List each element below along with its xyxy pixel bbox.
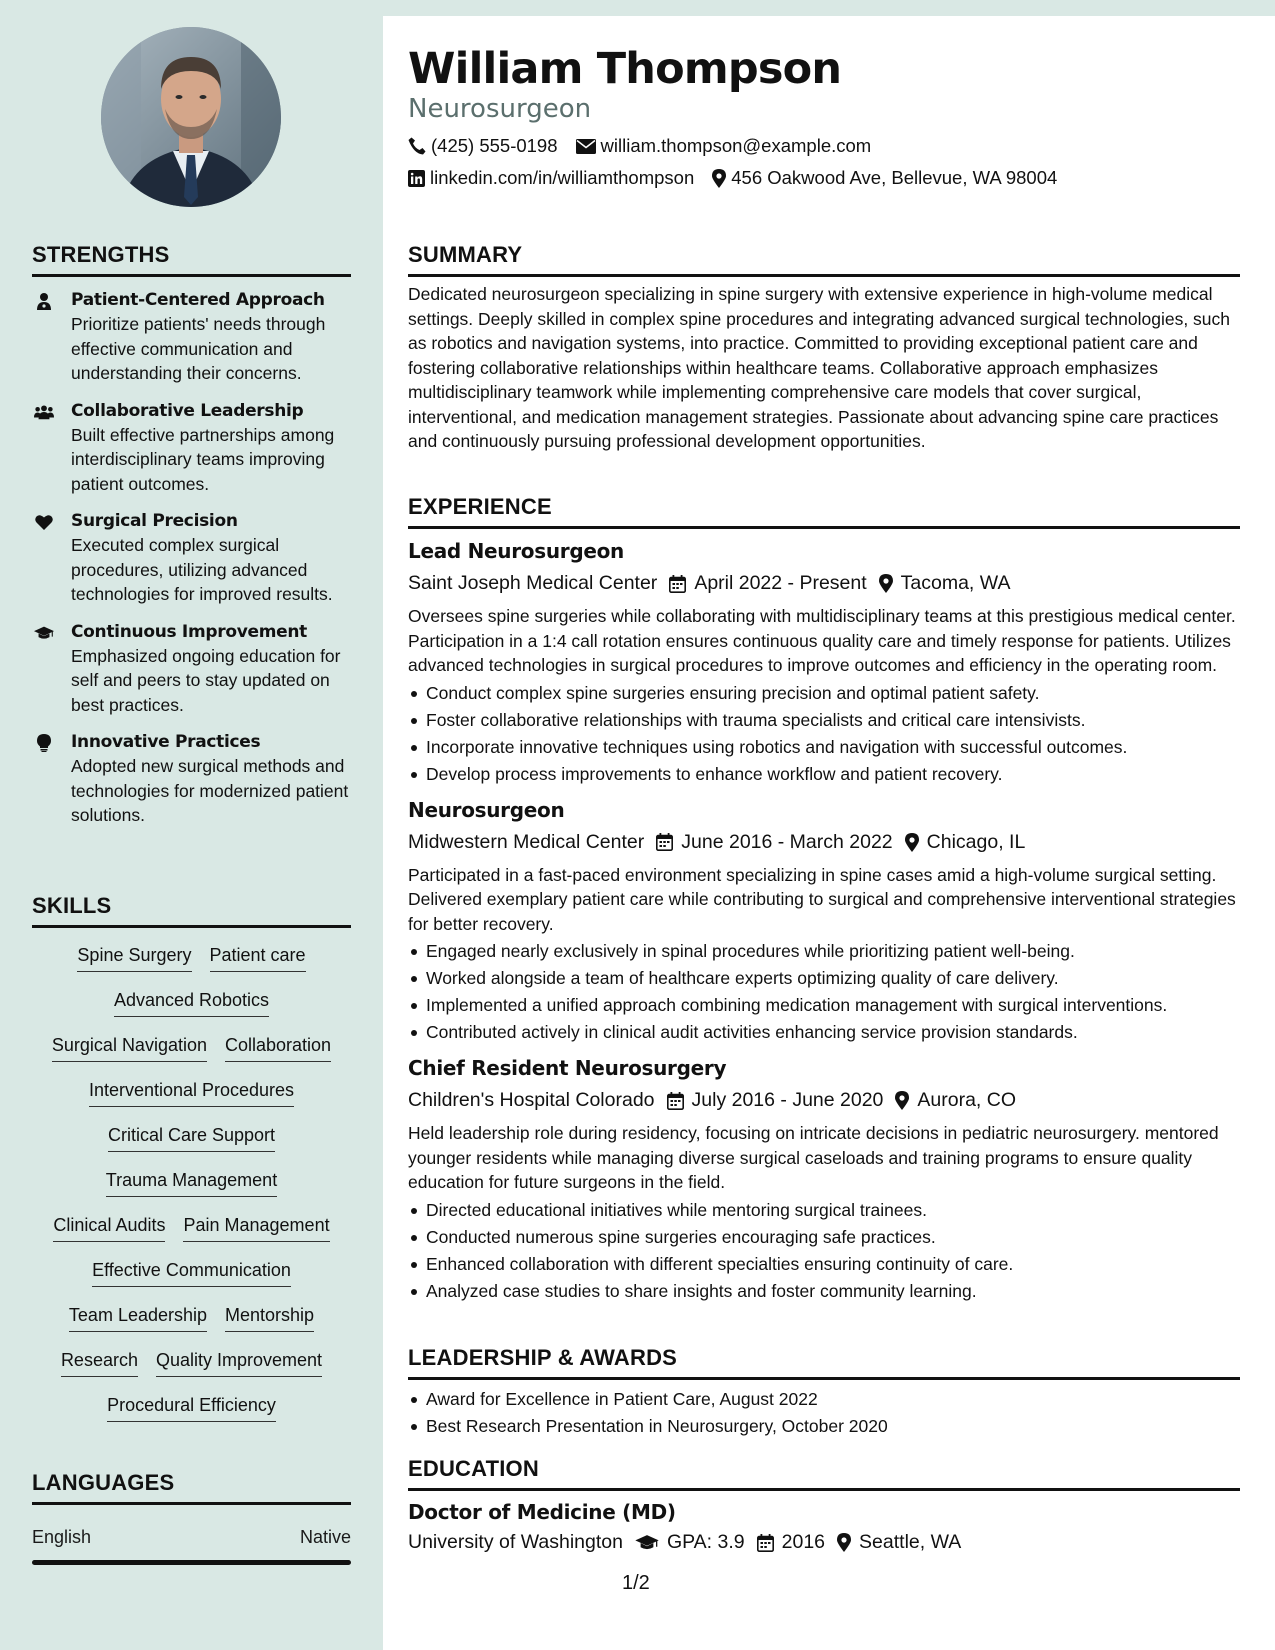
job-title: Lead Neurosurgeon: [408, 539, 624, 563]
list-item: Conducted numerous spine surgeries encouraging safe practices.: [408, 1224, 1240, 1251]
list-item: Best Research Presentation in Neurosurgery, October 2020: [408, 1413, 1240, 1440]
contact-linkedin[interactable]: [408, 167, 694, 189]
strength-desc: Emphasized ongoing education for self and peers to stay updated on best practices.: [71, 645, 341, 715]
skill-tag: Spine Surgery: [77, 944, 191, 972]
degree-title: Doctor of Medicine (MD): [408, 1500, 676, 1524]
job-entry: [408, 798, 1240, 1047]
skill-tag: Trauma Management: [106, 1169, 277, 1197]
education-meta: [408, 1531, 1240, 1554]
experience-section: [408, 494, 1240, 1305]
skill-tag: Pain Management: [183, 1214, 329, 1242]
education-section: [408, 1456, 1240, 1554]
list-item: Implemented a unified approach combining medication management with surgical interventions.: [408, 992, 1240, 1019]
skills-list: [32, 944, 351, 1439]
strength-title: Patient-Centered Approach: [71, 290, 325, 310]
skills-section: [32, 893, 351, 1439]
job-title: Neurosurgeon: [408, 797, 565, 822]
job-bullets: [408, 938, 1240, 1046]
job-bullets: [408, 680, 1240, 788]
strength-title: Continuous Improvement: [71, 621, 307, 642]
skills-title: SKILLS: [32, 893, 351, 928]
contact-phone: [408, 135, 558, 157]
language-level: Native: [299, 1527, 351, 1547]
map-marker-icon: [905, 833, 919, 852]
job-description: Held leadership role during residency, focusing on intricate decisions in pediatric neurosurgery. mentored younger residents while managing diverse surgical caseloads and training programs to ensure quality education for future surgeons in the field.: [408, 1123, 1219, 1192]
envelope-icon: [576, 139, 596, 154]
job-org: Midwestern Medical Center: [408, 830, 645, 853]
list-item: Conduct complex spine surgeries ensuring precision and optimal patient safety.: [408, 680, 1240, 707]
job-dates: July 2016 - June 2020: [691, 1089, 884, 1111]
contact-line-2: [408, 167, 1057, 189]
graduation-year: 2016: [781, 1531, 826, 1553]
job-bullets: [408, 1197, 1240, 1305]
job-location: Aurora, CO: [917, 1089, 1017, 1111]
summary-text: Dedicated neurosurgeon specializing in spine surgery with extensive experience in high-volume medical settings. Deeply skilled in complex spine procedures and integrating advanced surgical technologies, such as robotics and navigation systems, into practice. Committed to providing exceptional patient care and fostering collaborative relationships within healthcare teams. Collaborative approach emphasizes multidisciplinary teamwork while implementing comprehensive care models that cover surgical, interventional, and medication management strategies. Passionate about advancing spine care practices and continuously pursuing professional development opportunities.: [408, 284, 1231, 451]
skill-tag: Procedural Efficiency: [107, 1394, 276, 1422]
strength-desc: Executed complex surgical procedures, utilizing advanced technologies for improved results.: [71, 535, 333, 604]
calendar-icon: [667, 1092, 684, 1110]
page-number: 1/2: [622, 1572, 650, 1594]
job-org: Saint Joseph Medical Center: [408, 572, 658, 594]
experience-title: EXPERIENCE: [408, 494, 1240, 529]
skill-tag: Surgical Navigation: [52, 1034, 207, 1062]
strength-item: [32, 731, 351, 828]
list-item: Directed educational initiatives while mentoring surgical trainees.: [408, 1197, 1240, 1224]
avatar: [101, 27, 281, 207]
list-item: Analyzed case studies to share insights and foster community learning.: [408, 1278, 1240, 1305]
strength-item: [32, 289, 351, 386]
skill-tag: Research: [61, 1349, 138, 1377]
phone-icon: [408, 137, 426, 155]
gpa: GPA: 3.9: [666, 1531, 745, 1553]
map-marker-icon: [879, 574, 893, 593]
contact-address: [712, 167, 1057, 189]
strength-title: Surgical Precision: [71, 511, 238, 531]
strength-title: Collaborative Leadership: [71, 400, 304, 421]
skill-tag: Effective Communication: [92, 1259, 291, 1287]
skill-tag: Interventional Procedures: [89, 1079, 294, 1107]
list-item: Engaged nearly exclusively in spinal procedures while prioritizing patient well-being.: [408, 938, 1240, 965]
profile-photo: [101, 27, 281, 207]
school-location: Seattle, WA: [859, 1531, 962, 1553]
summary-title: SUMMARY: [408, 242, 1240, 277]
school-name: University of Washington: [408, 1531, 623, 1553]
address-text: 456 Oakwood Ave, Bellevue, WA 98004: [731, 167, 1058, 188]
skill-tag: Team Leadership: [69, 1304, 207, 1332]
education-title: EDUCATION: [408, 1456, 1240, 1491]
phone-text: (425) 555-0198: [431, 135, 558, 156]
awards-title: LEADERSHIP & AWARDS: [408, 1345, 1240, 1380]
strength-item: [32, 621, 351, 718]
users-icon: [34, 403, 54, 421]
list-item: Develop process improvements to enhance workflow and patient recovery.: [408, 761, 1240, 788]
calendar-icon: [669, 575, 686, 593]
skill-tag: Mentorship: [225, 1304, 314, 1332]
awards-list: [408, 1386, 1240, 1440]
email-text: william.thompson@example.com: [600, 135, 872, 156]
list-item: Worked alongside a team of healthcare experts optimizing quality of care delivery.: [408, 965, 1240, 992]
job-dates: June 2016 - March 2022: [681, 830, 893, 853]
user-doctor-icon: [34, 292, 54, 310]
list-item: Contributed actively in clinical audit activities enhancing service provision standards.: [408, 1019, 1240, 1046]
strength-desc: Built effective partnerships among interdisciplinary teams improving patient outcomes.: [71, 424, 335, 494]
job-meta: [408, 1089, 1240, 1112]
list-item: Foster collaborative relationships with trauma specialists and critical care intensivists.: [408, 707, 1240, 734]
lightbulb-icon: [34, 734, 54, 752]
main-content: [408, 0, 1240, 1650]
language-item: [32, 1527, 351, 1548]
skill-tag: Collaboration: [225, 1034, 331, 1062]
strength-title: Innovative Practices: [71, 732, 261, 752]
strength-item: [32, 400, 351, 497]
summary-section: [408, 242, 1240, 454]
job-org: Children's Hospital Colorado: [408, 1089, 655, 1111]
heart-icon: [34, 513, 54, 531]
language-name: English: [32, 1527, 92, 1547]
list-item: Incorporate innovative techniques using robotics and navigation with successful outcomes.: [408, 734, 1240, 761]
job-entry: [408, 1056, 1240, 1305]
calendar-icon: [656, 833, 673, 851]
skill-tag: Clinical Audits: [53, 1214, 165, 1242]
language-proficiency-bar: [32, 1560, 351, 1565]
sidebar: [0, 0, 383, 1650]
job-location: Chicago, IL: [926, 830, 1026, 853]
job-description: Participated in a fast-paced environment specializing in spine cases amid a high-volume surgical setting. Delivered exemplary patient care while contributing to surgical and comprehensive interventional strategies for better recovery.: [408, 864, 1236, 934]
list-item: Award for Excellence in Patient Care, August 2022: [408, 1386, 1240, 1413]
skill-tag: Quality Improvement: [156, 1349, 322, 1377]
skill-tag: Advanced Robotics: [114, 989, 269, 1017]
contact-email[interactable]: [576, 135, 872, 157]
strengths-title: STRENGTHS: [32, 242, 351, 277]
linkedin-text: linkedin.com/in/williamthompson: [430, 167, 695, 188]
job-meta: [408, 831, 1240, 854]
calendar-icon: [757, 1534, 774, 1552]
graduation-cap-icon: [34, 624, 54, 642]
job-meta: [408, 572, 1240, 595]
graduation-cap-icon: [635, 1534, 659, 1551]
job-title: Chief Resident Neurosurgery: [408, 1056, 727, 1080]
languages-section: [32, 1470, 351, 1565]
job-entry: [408, 539, 1240, 788]
skill-tag: Critical Care Support: [108, 1124, 275, 1152]
strength-item: [32, 510, 351, 607]
linkedin-icon: [408, 170, 425, 187]
map-marker-icon: [837, 1533, 851, 1552]
languages-title: LANGUAGES: [32, 1470, 351, 1505]
contact-line-1: [408, 135, 871, 157]
job-dates: April 2022 - Present: [694, 572, 867, 594]
skill-tag: Patient care: [210, 944, 306, 972]
strengths-section: [32, 242, 351, 828]
awards-section: [408, 1345, 1240, 1440]
list-item: Enhanced collaboration with different specialties ensuring continuity of care.: [408, 1251, 1240, 1278]
person-name: William Thompson: [408, 44, 842, 94]
job-location: Tacoma, WA: [900, 572, 1011, 594]
map-marker-icon: [895, 1091, 909, 1110]
job-description: Oversees spine surgeries while collaborating with multidisciplinary teams at this prestigious medical center. Participation in a 1:4 call rotation ensures continuous quality care and timely response for patients. Utilizes advanced technologies in surgical procedures to improve outcomes and efficiency in the operating room.: [408, 606, 1236, 675]
person-role: Neurosurgeon: [408, 94, 592, 124]
map-marker-icon: [712, 169, 726, 188]
strength-desc: Adopted new surgical methods and technologies for modernized patient solutions.: [71, 756, 349, 825]
strength-desc: Prioritize patients' needs through effective communication and understanding their concerns.: [71, 314, 326, 383]
